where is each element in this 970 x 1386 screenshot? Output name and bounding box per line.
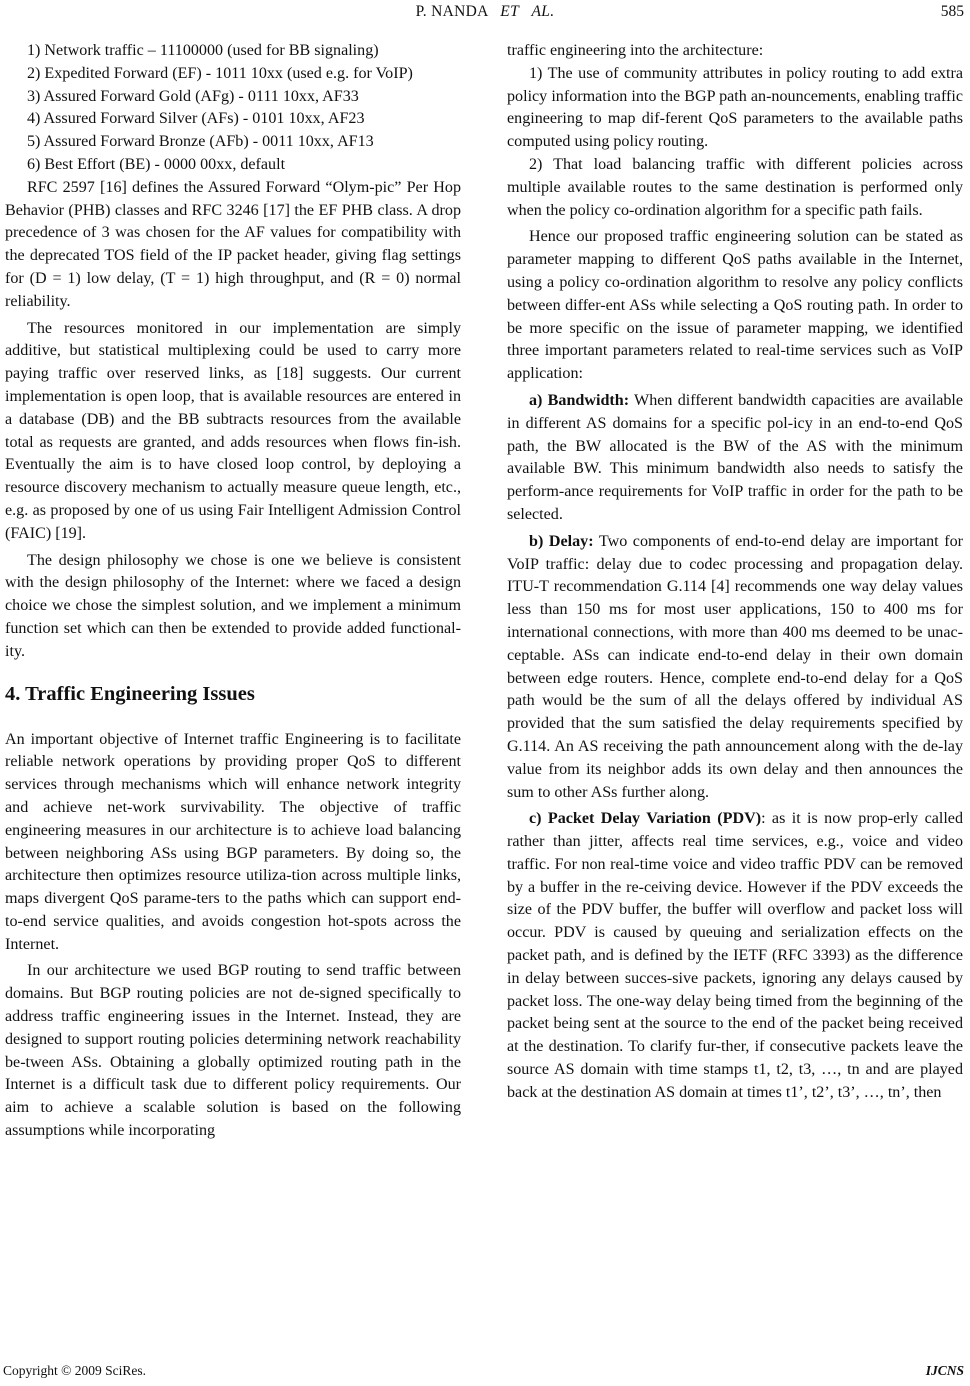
author-name: P. NANDA xyxy=(415,3,488,20)
list-item: 5) Assured Forward Bronze (AFb) - 0011 10xx, AF13 xyxy=(27,133,374,151)
author-al: AL. xyxy=(531,3,555,20)
paragraph-bandwidth xyxy=(507,390,963,527)
list-item: 3) Assured Forward Gold (AFg) - 0111 10xx, AF33 xyxy=(27,87,359,105)
paragraph-assumption-1: 1) The use of community attributes in policy routing to add extra policy information into the BGP path an-nouncements, enabling traffic engineering to map dif-ferent QoS parameters to the available paths computed using policy routing. xyxy=(507,64,963,151)
section-heading: 4. Traffic Engineering Issues xyxy=(5,682,255,705)
journal-name: IJCNS xyxy=(925,1363,964,1378)
list-item: 2) Expedited Forward (EF) - 1011 10xx (used e.g. for VoIP) xyxy=(27,64,413,82)
page-footer xyxy=(0,1362,970,1382)
paragraph-pdv xyxy=(507,808,963,1104)
list-item: 4) Assured Forward Silver (AFs) - 0101 10xx, AF23 xyxy=(27,110,365,128)
list-item: 6) Best Effort (BE) - 0000 00xx, default xyxy=(27,155,286,173)
paragraph-hence: Hence our proposed traffic engineering solution can be stated as parameter mapping to different QoS paths available in the Internet, using a policy co-ordination algorithm to resolve any policy conflicts between differ-ent ASs while selecting a QoS routing path. In order to be more specific on the issue of parameter mapping, we identified three important parameters related to real-time services such as VoIP application: xyxy=(507,228,963,383)
paragraph-bgp: In our architecture we used BGP routing to send traffic between domains. But BGP routing policies are not de-signed specifically to address traffic engineering issues in the Internet. Instead, they are designed to support routing policies determining network reachability be-tween ASs. Obtaining a globally optimized routing path in the Internet is a difficult task due to different policy requirements. Our aim to achieve a scalable solution is based on the following assumptions while incorporating xyxy=(5,962,461,1140)
delay-text: Two components of end-to-end delay are important for VoIP traffic: delay due to codec processing and propagation delay. ITU-T recommendation G.114 [4] recommends one way delay values less than 150 ms for most user applications, 150 to 400 ms for international connections, with more than 400 ms deemed to be unac-ceptable. ASs can indicate end-to-end delay in their own domain between edge routers. Hence, complete end-to-end delay for a QoS path would be the sum of all the delays offered by individual AS provided that the sum satisfied the delay requirements specified by G.114. An AS receiving the path announcement along with the de-lay value from its neighbor adds its own delay and then announces the sum to other ASs further along. xyxy=(507,532,963,801)
paragraph-continued: traffic engineering into the architecture: xyxy=(507,42,764,59)
author-et: ET xyxy=(500,3,519,20)
paragraph-assumption-2: 2) That load balancing traffic with different policies across multiple available routes to the same destination is performed only when the policy co-ordination algorithm for a specific path fails. xyxy=(507,155,963,219)
bandwidth-label: a) Bandwidth: xyxy=(529,391,630,409)
right-column xyxy=(507,40,963,1105)
pdv-label: c) Packet Delay Variation (PDV) xyxy=(529,810,762,828)
list-item: 1) Network traffic – 11100000 (used for BB signaling) xyxy=(27,42,379,59)
dscp-list xyxy=(5,40,461,177)
paragraph-objective: An important objective of Internet traffic Engineering is to facilitate reliable network operations by providing proper QoS to different services through mechanisms which will enhance network integrity and achieve net-work survivability. The objective of traffic engineering measures in our architecture is to achieve load balancing between neighboring ASs using BGP parameters. By doing so, the architecture then optimizes resource utiliza-tion across multiple links, maps divergent QoS parame-ters to the paths which can support end-to-end service qualities, and avoids congestion hot-spots across the Internet. xyxy=(5,730,461,953)
running-head-authors xyxy=(0,1,970,23)
paragraph-resources: The resources monitored in our implementation are simply additive, but statistical multiplexing could be used to carry more paying traffic over reserved links, as [18] suggests. Our current implementation is open loop, that is available resources are entered in a database (DB) and the BB subtracts resources from the available total as requests are granted, and adds resources when flows fin-ish. Eventually the aim is to have closed loop control, by deploying a resource discovery mechanism to actually measure queue length, etc., e.g. as proposed by one of us using Fair Intelligent Admission Control (FAIC) [19]. xyxy=(5,319,461,542)
copyright-notice: Copyright © 2009 SciRes. xyxy=(3,1363,147,1378)
paragraph-rfc: RFC 2597 [16] defines the Assured Forward “Olym-pic” Per Hop Behavior (PHB) classes and RFC 3246 [17] the EF PHB class. A drop precedence of 3 was chosen for the AF values for compatibility with the deprecated TOS field of the IP packet header, giving flag settings for (D = 1) low delay, (T = 1) high throughput, and (R = 0) normal reliability. xyxy=(5,178,461,310)
pdv-text: : as it is now prop-erly called rather than jitter, affects real time services, e.g., voice and video traffic. For non real-time voice and video traffic PDV can be removed by a buffer in the re-ceiving device. However if the PDV exceeds the size of the PDV buffer, the buffer will overflow and packet loss will occur. PDV is caused by queuing and serialization effects on the packet path, and is defined by the IETF (RFC 3393) as the difference in delay between succes-sive packets, ignoring any delays caused by packet loss. The one-way delay being timed from the beginning of the packet being sent at the source to the end of the packet being received at the destination. To clarify fur-ther, if consecutive packets leave the source AS domain with time stamps t1, t2, t3, …, tn and are played back at the destination AS domain at times t1’, t2’, t3’, …, tn’, then xyxy=(507,810,963,1101)
delay-label: b) Delay: xyxy=(529,532,594,550)
paragraph-design: The design philosophy we chose is one we believe is consistent with the design philosophy of the Internet: where we faced a design choice we chose the simplest solution, and we implement a minimum function set which can then be extended to provide added functional-ity. xyxy=(5,551,461,660)
bandwidth-text: When different bandwidth capacities are available in different AS domains for a specific pol-icy in an end-to-end QoS path, the BW allocated is the BW of the AS with the minimum available BW. This minimum bandwidth also needs to satisfy the perform-ance requirements for VoIP traffic in order for the path to be selected. xyxy=(507,391,964,523)
running-header xyxy=(0,0,970,26)
paragraph-delay xyxy=(507,531,963,805)
page-number: 585 xyxy=(940,3,964,20)
left-column xyxy=(5,40,461,1143)
